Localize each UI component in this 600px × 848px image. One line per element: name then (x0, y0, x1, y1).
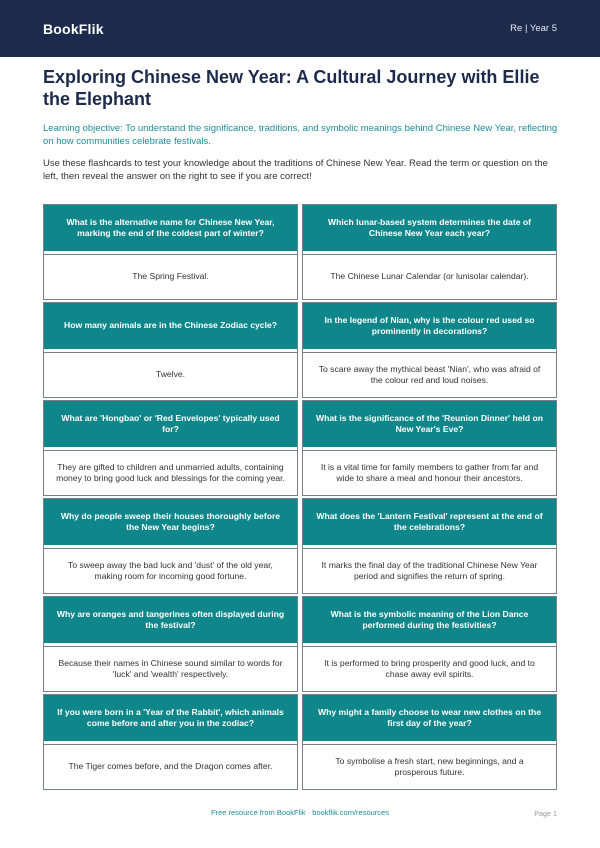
flashcard-answer: It is performed to bring prosperity and good luck, and to chase away evil spirits. (303, 646, 556, 691)
top-bar (0, 0, 600, 57)
flashcard-7[interactable] (43, 498, 298, 594)
flashcard-6[interactable] (302, 400, 557, 496)
page-number: Page 1 (534, 809, 557, 818)
learning-objective: Learning objective: To understand the significance, traditions, and symbolic meanings behind Chinese New Year, reflecting on how communities celebrate festivals. (43, 123, 558, 147)
flashcard-question: What are 'Hongbao' or 'Red Envelopes' typically used for? (44, 401, 297, 447)
flashcard-grid (43, 204, 557, 792)
flashcard-question: Which lunar-based system determines the date of Chinese New Year each year? (303, 205, 556, 251)
flashcard-11[interactable] (43, 694, 298, 790)
brand-logo[interactable]: BookFlik (43, 20, 104, 37)
flashcard-answer: It is a vital time for family members to gather from far and wide to share a meal and honour their ancestors. (303, 450, 556, 495)
flashcard-12[interactable] (302, 694, 557, 790)
flashcard-question: Why might a family choose to wear new clothes on the first day of the year? (303, 695, 556, 741)
intro-text: Use these flashcards to test your knowledge about the traditions of Chinese New Year. Read the term or question on the left, then reveal the answer on the right to see if you are correct! (43, 158, 548, 182)
flashcard-answer: It marks the final day of the traditional Chinese New Year period and signifies the return of spring. (303, 548, 556, 593)
flashcard-answer: To symbolise a fresh start, new beginnings, and a prosperous future. (303, 744, 556, 789)
flashcard-question: What does the 'Lantern Festival' represent at the end of the celebrations? (303, 499, 556, 545)
flashcard-5[interactable] (43, 400, 298, 496)
flashcard-question: Why are oranges and tangerines often displayed during the festival? (44, 597, 297, 643)
flashcard-answer: Twelve. (44, 352, 297, 397)
page-title: Exploring Chinese New Year: A Cultural Journey with Ellie the Elephant (43, 67, 540, 109)
flashcard-answer: The Chinese Lunar Calendar (or lunisolar calendar). (303, 254, 556, 299)
flashcard-3[interactable] (43, 302, 298, 398)
flashcard-question: What is the significance of the 'Reunion Dinner' held on New Year's Eve? (303, 401, 556, 447)
flashcard-question: What is the alternative name for Chinese New Year, marking the end of the coldest part of winter? (44, 205, 297, 251)
flashcard-answer: To scare away the mythical beast 'Nian', who was afraid of the colour red and loud noises. (303, 352, 556, 397)
flashcard-answer: The Tiger comes before, and the Dragon comes after. (44, 744, 297, 789)
subject-year-label: Re | Year 5 (510, 23, 557, 34)
flashcard-question: What is the symbolic meaning of the Lion Dance performed during the festivities? (303, 597, 556, 643)
flashcard-2[interactable] (302, 204, 557, 300)
footer-credit[interactable]: Free resource from BookFlik · bookflik.com/resources (211, 808, 389, 817)
flashcard-8[interactable] (302, 498, 557, 594)
flashcard-9[interactable] (43, 596, 298, 692)
flashcard-10[interactable] (302, 596, 557, 692)
flashcard-question: How many animals are in the Chinese Zodiac cycle? (44, 303, 297, 349)
flashcard-answer: Because their names in Chinese sound similar to words for 'luck' and 'wealth' respectively. (44, 646, 297, 691)
flashcard-question: Why do people sweep their houses thoroughly before the New Year begins? (44, 499, 297, 545)
flashcard-answer: They are gifted to children and unmarried adults, containing money to bring good luck and blessings for the coming year. (44, 450, 297, 495)
flashcard-answer: To sweep away the bad luck and 'dust' of the old year, making room for incoming good fortune. (44, 548, 297, 593)
flashcard-1[interactable] (43, 204, 298, 300)
flashcard-4[interactable] (302, 302, 557, 398)
flashcard-answer: The Spring Festival. (44, 254, 297, 299)
flashcard-question: If you were born in a 'Year of the Rabbit', which animals come before and after you in the zodiac? (44, 695, 297, 741)
flashcard-question: In the legend of Nian, why is the colour red used so prominently in decorations? (303, 303, 556, 349)
